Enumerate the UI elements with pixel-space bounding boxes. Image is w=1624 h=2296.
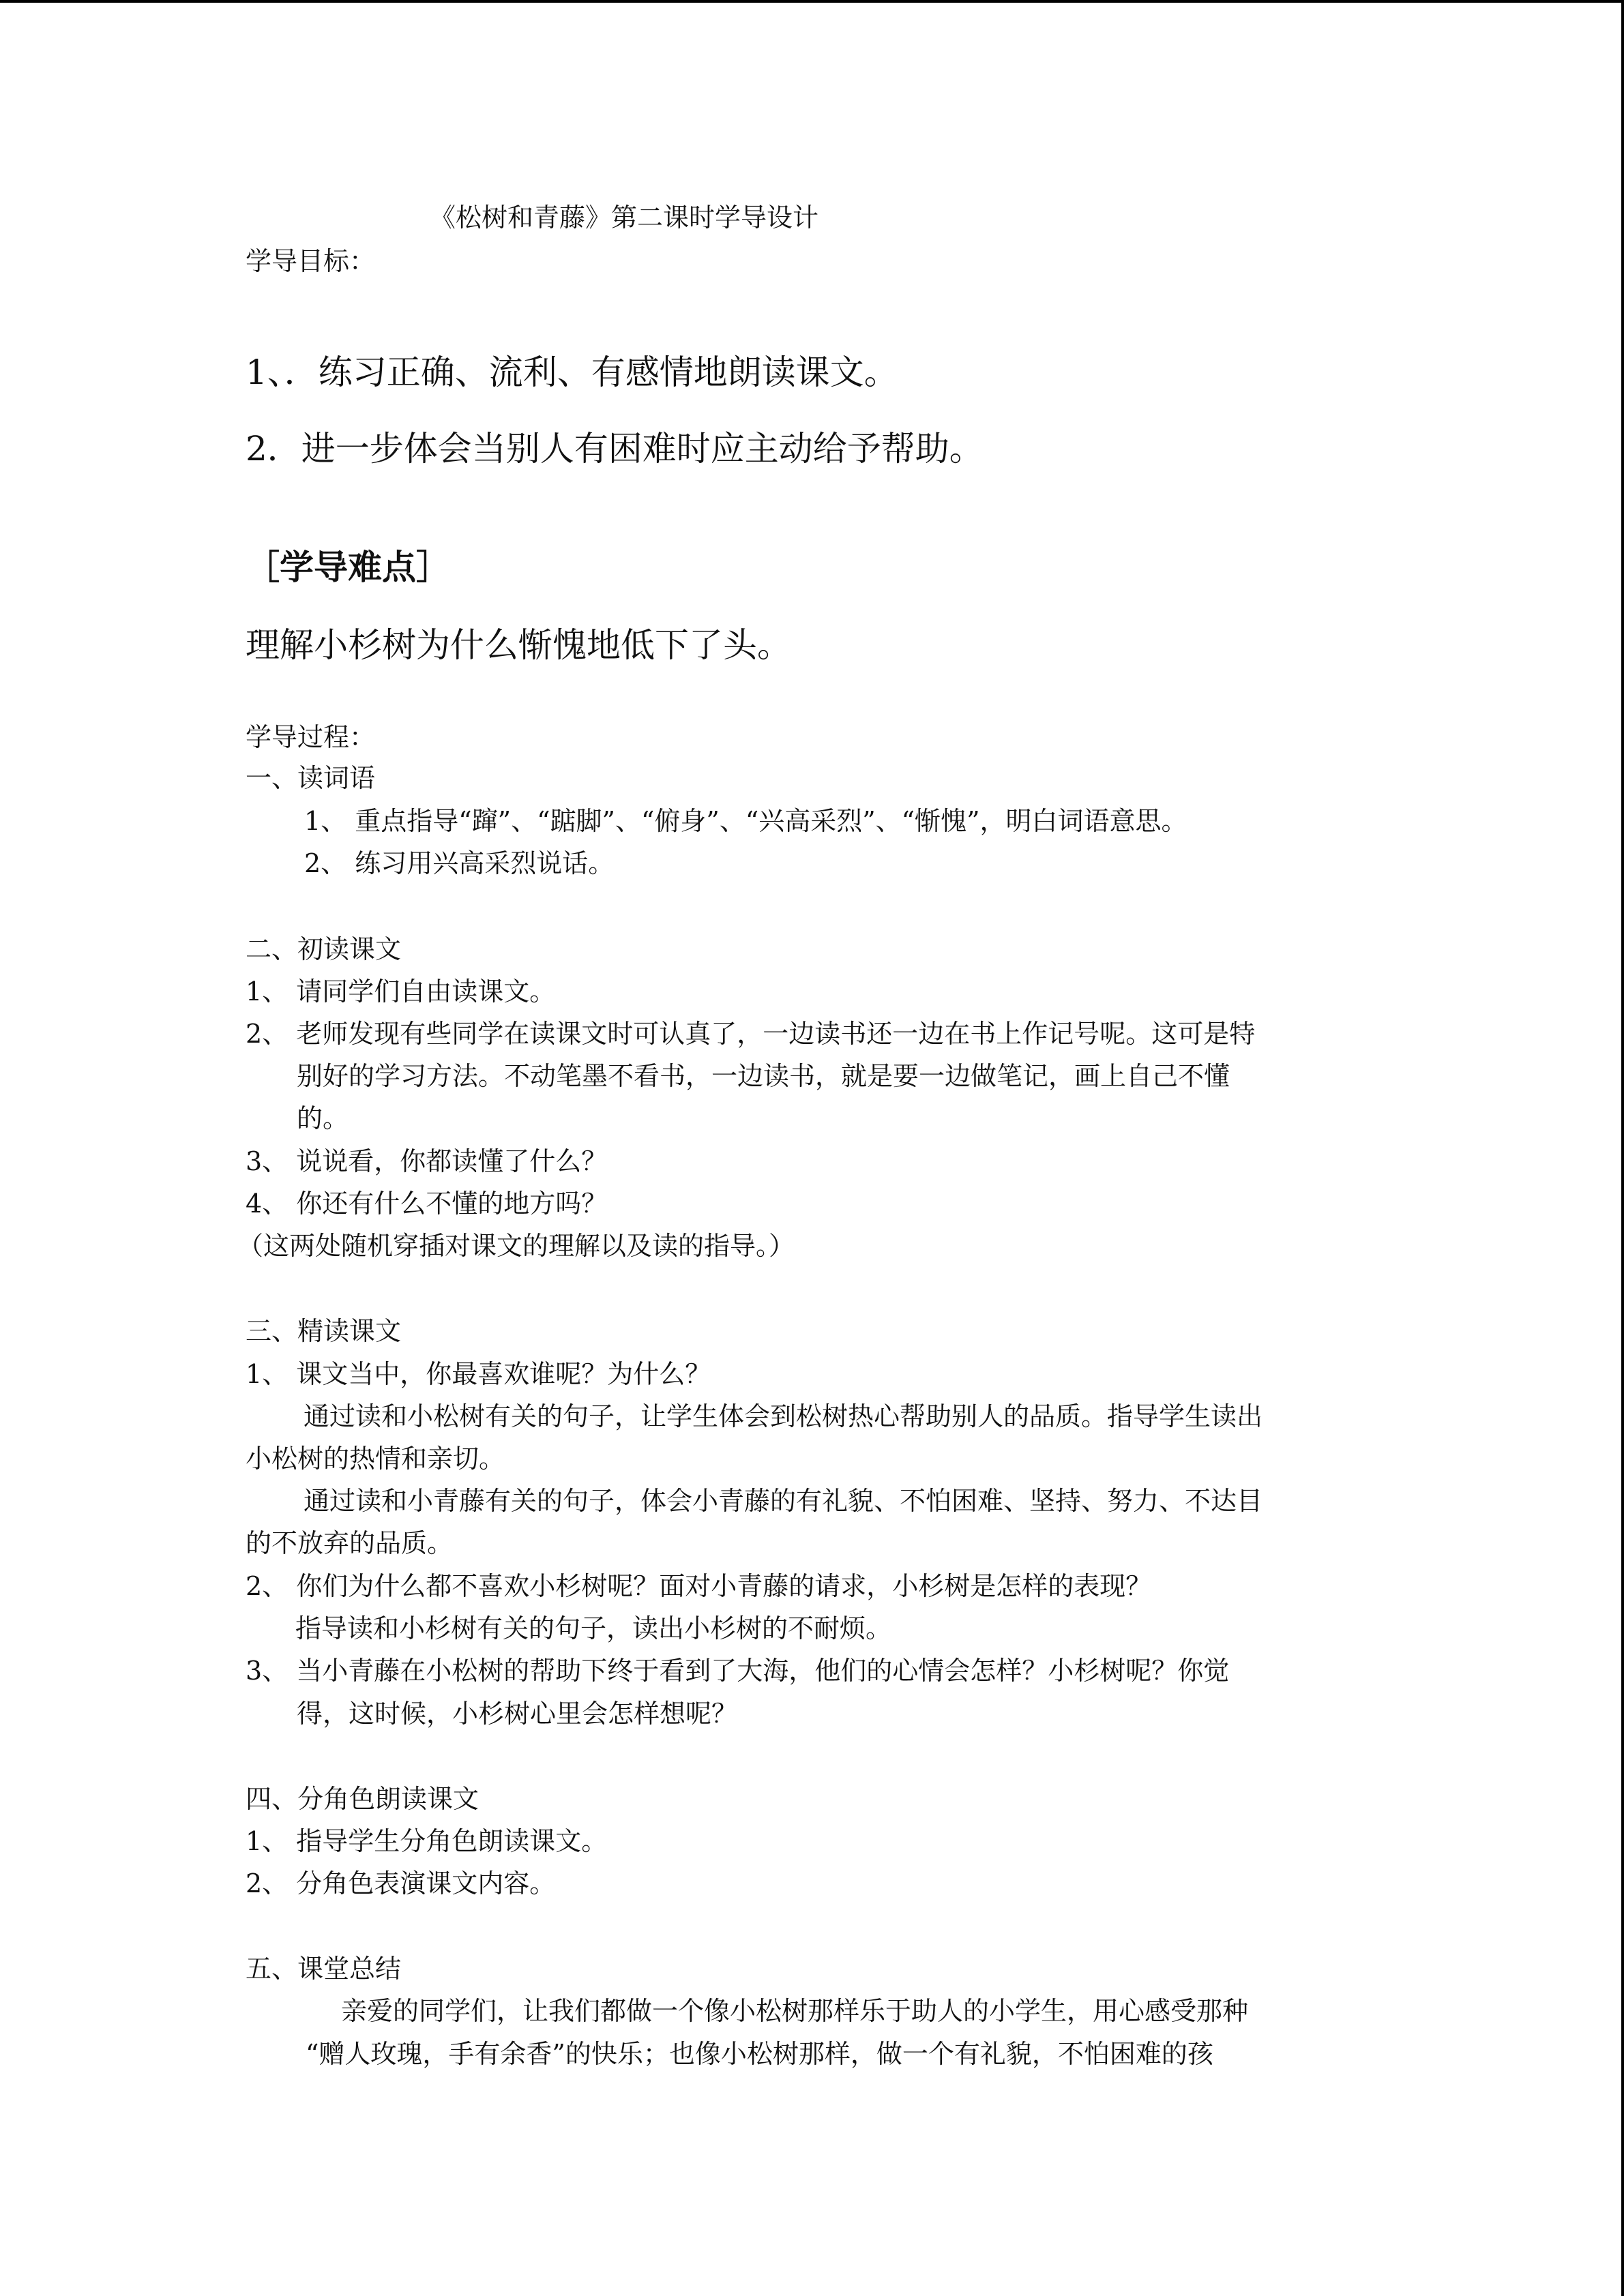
difficulty-heading: ［学导难点］ bbox=[246, 547, 450, 587]
list-item: 2、 分角色表演课文内容。 bbox=[246, 1868, 556, 1898]
list-item-continuation: 的。 bbox=[297, 1103, 349, 1133]
paragraph-line: 指导读和小杉树有关的句子，读出小杉树的不耐烦。 bbox=[295, 1613, 892, 1643]
list-item: 3、 说说看，你都读懂了什么？ bbox=[246, 1146, 608, 1176]
process-heading: 学导过程： bbox=[246, 722, 376, 752]
page-top-border bbox=[0, 0, 1624, 3]
objective-item: 2．进一步体会当别人有困难时应主动给予帮助。 bbox=[246, 429, 984, 468]
list-item: 1、 请同学们自由读课文。 bbox=[246, 976, 556, 1007]
difficulty-text: 理解小杉树为什么惭愧地低下了头。 bbox=[246, 625, 791, 665]
list-item: 2、 练习用兴高采烈说话。 bbox=[304, 848, 615, 878]
paragraph-line: 亲爱的同学们，让我们都做一个像小松树那样乐于助人的小学生，用心感受那种 bbox=[341, 1996, 1249, 2026]
page-right-border bbox=[1621, 0, 1624, 2296]
list-item: 1、 课文当中，你最喜欢谁呢？为什么？ bbox=[246, 1359, 711, 1389]
paragraph-line: “赠人玫瑰，手有余香”的快乐；也像小松树那样，做一个有礼貌，不怕困难的孩 bbox=[306, 2039, 1213, 2069]
section-heading: 四、分角色朗读课文 bbox=[246, 1784, 479, 1814]
section-heading: 二、初读课文 bbox=[246, 934, 402, 964]
section-heading: 五、课堂总结 bbox=[246, 1954, 402, 1984]
note: （这两处随机穿插对课文的理解以及读的指导。） bbox=[237, 1231, 795, 1261]
list-item: 2、 老师发现有些同学在读课文时可认真了，一边读书还一边在书上作记号呢。这可是特 bbox=[246, 1019, 1256, 1049]
paragraph-line: 的不放弃的品质。 bbox=[246, 1528, 454, 1558]
list-item: 1、 重点指导“蹿”、“踮脚”、“俯身”、“兴高采烈”、“惭愧”，明白词语意思。 bbox=[304, 806, 1187, 836]
document-title: 《松树和青藤》第二课时学导设计 bbox=[430, 203, 819, 233]
section-heading: 三、精读课文 bbox=[246, 1316, 402, 1346]
list-item-continuation: 得，这时候，小杉树心里会怎样想呢？ bbox=[297, 1699, 738, 1729]
list-item-continuation: 别好的学习方法。不动笔墨不看书，一边读书，就是要一边做笔记，画上自己不懂 bbox=[297, 1061, 1230, 1091]
list-item: 3、 当小青藤在小松树的帮助下终于看到了大海，他们的心情会怎样？小杉树呢？你觉 bbox=[246, 1656, 1230, 1686]
section-heading: 一、读词语 bbox=[246, 763, 376, 793]
list-item: 2、 你们为什么都不喜欢小杉树呢？面对小青藤的请求，小杉树是怎样的表现？ bbox=[246, 1571, 1152, 1601]
list-item: 4、 你还有什么不懂的地方吗？ bbox=[246, 1189, 608, 1219]
objective-item: 1、．练习正确、流利、有感情地朗读课文。 bbox=[246, 353, 898, 392]
objectives-heading: 学导目标： bbox=[246, 246, 376, 276]
paragraph-line: 通过读和小青藤有关的句子，体会小青藤的有礼貌、不怕困难、坚持、努力、不达目 bbox=[304, 1486, 1263, 1516]
paragraph-line: 小松树的热情和亲切。 bbox=[246, 1444, 505, 1474]
list-item: 1、 指导学生分角色朗读课文。 bbox=[246, 1826, 608, 1856]
paragraph-line: 通过读和小松树有关的句子，让学生体会到松树热心帮助别人的品质。指导学生读出 bbox=[304, 1401, 1263, 1431]
